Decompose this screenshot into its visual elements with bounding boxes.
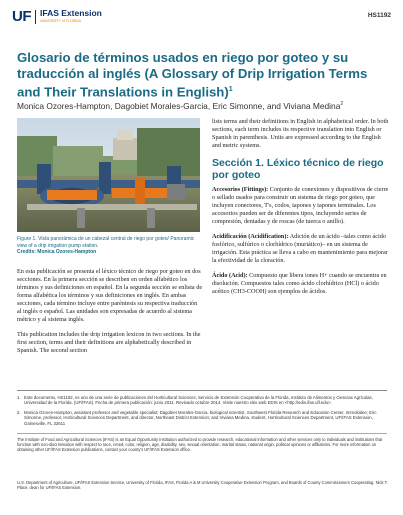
glossary-term: Acidificación (Acidification):: [212, 233, 289, 240]
uf-ifas-logo[interactable]: [12, 8, 102, 25]
glossary-entry: [212, 233, 390, 265]
glossary-entry: [212, 186, 390, 226]
footnote-number: 2.: [17, 409, 21, 415]
glossary-definition: Adición de un ácido –tales como ácido fosfórico, sulfúrico o clorhídrico (muriático)– en un sistema de irrigación. Esta práctica se lleva a cabo en mantenimiento para mejorar la efectividad de la cloración.: [212, 233, 388, 264]
footnotes: [17, 395, 391, 430]
footnote-number: 1.: [17, 395, 21, 400]
title-footnote-mark: 1: [228, 86, 233, 93]
logo-ifas-text: IFAS Extension: [40, 7, 102, 18]
pump-station-illustration: [17, 118, 200, 232]
document-title-text: Glosario de términos usados en riego por goteo y su traducción al inglés (A Glossary of Drip Irrigation Terms and Their Translations in English): [17, 50, 368, 100]
glossary-definition: Compuesto que libera iones H+ cuando se encuentra en disolución. Compuestos tales como ácido clorhídrico (HCl) o ácido acético (CH3-COOH) son ejemplos de ácidos.: [212, 272, 387, 295]
logo-wordmark: [40, 9, 102, 25]
footnote-divider: [17, 390, 387, 391]
left-column: [17, 268, 203, 362]
glossary-term: Ácido (Acid):: [212, 272, 248, 279]
glossary-term: Accesorios (Fittings):: [212, 186, 269, 193]
figure-caption-text: Figure 1. Vista panorámica de un cabezal central de riego por goteo/ Panoramic view of a drip irrigation pump station.: [17, 236, 195, 249]
logo-divider: [35, 10, 36, 24]
author-footnote-mark: 2: [340, 101, 344, 108]
cooperating-agencies-statement: U.S. Department of Agriculture, UF/IFAS Extension Service, University of Florida, IFAS, Florida A & M University Cooperative Extension Program, and Boards of County Commissioners Cooperating. Nick T. Place, dean for UF/IFAS Extension.: [17, 480, 388, 491]
author-names: Monica Ozores-Hampton, Dagobiet Morales-Garcia, Eric Simonne, and Viviana Medina: [17, 101, 341, 111]
author-list: [17, 101, 397, 111]
footnote-item: [17, 395, 391, 406]
intro-paragraph-spanish: En esta publicación se presenta el léxico técnico de riego por goteo en dos secciones. En la primera sección se describen en orden alfabético los términos y sus definiciones en español. En la segunda sección se enlista de forma alfabética los términos y sus definiciones en inglés. En ambas secciones, cada término incluye entre paréntesis su respectiva traducción al inglés o español. Las unidades son expresadas de acuerdo al sistema métrico y al sistema inglés.: [17, 268, 203, 323]
footnote-text: Monica Ozores-Hampton, assistant professor and vegetable specialist; Dagobiet Morales-Garcia, biological scientist, Southwest Florida Research and Education Center, Immokalee; Eric Simonne, professor, Horticultural Sciences Department, and director, Northeast District Extension; and Viviana Medina, student, Horticultural Sciences Department, UF/IFAS Extension, Gainesville, FL 32611: [24, 409, 377, 426]
intro-paragraph-english: This publication includes the drip irrigation lexicon in two sections. In the first section, terms and their definitions are alphabetically described in Spanish. The second section: [17, 331, 201, 354]
document-number: HS1192: [367, 12, 391, 19]
figure-caption: [17, 236, 202, 256]
footnote-text: Este documento, HS1192, es uno de una serie de publicaciones del Horticultural Sciences, Servicio de Extensión Cooperativa de la Florida, Instituto de Alimentos y Ciencias Agrícolas, Universidad de la Florida. (UF/IFAS). Fecha de primera publicación: junio 2011. Revisado octubre 2014. Visite nuestro sitio web EDIS en <http://edis.ifas.ufl.edu>.: [24, 395, 373, 406]
document-title: [17, 50, 387, 100]
header-bar: [0, 0, 403, 30]
fineprint-divider: [17, 433, 387, 434]
glossary-definition: Conjunto de conexiones y dispositivos de cierre o sellado usados para construir un sistema de riego por goteo, que incluyen conectores, T's, codos, tapones y tapones terminales. Los accesorios pueden ser de diferentes tipos, incluyendo series de compresión, dentadas y de roscas (de tuerca o anillo).: [212, 186, 389, 225]
section-1-heading: Sección 1. Léxico técnico de riego por goteo: [212, 157, 384, 181]
intro-paragraph-english-cont: lists terms and their definitions in English in alphabetical order. In both sections, each term includes its respective translation into English or Spanish in parenthesis. Units are expressed according to the English and metric systems.: [212, 118, 389, 149]
figure-credit: Credits: Monica Ozores-Hampton: [17, 249, 97, 255]
logo-university-text: UNIVERSITY of FLORIDA: [40, 18, 81, 23]
figure-photo-pump-station: [17, 118, 200, 232]
glossary-entry: [212, 272, 390, 296]
footnote-item: [17, 410, 391, 426]
equal-opportunity-statement: The Institute of Food and Agricultural Sciences (IFAS) is an Equal Opportunity Institution authorized to provide research, educational information and other services only to individuals and institutions that function with non-discrimination with respect to race, creed, color, religion, age, disability, sex, sexual orientation, marital status, national origin, political opinions or affiliations. For more information on obtaining other UF/IFAS Extension publications, contact your county's UF/IFAS Extension office.: [17, 437, 383, 453]
logo-uf-text: UF: [12, 8, 31, 25]
right-column: [212, 118, 390, 303]
